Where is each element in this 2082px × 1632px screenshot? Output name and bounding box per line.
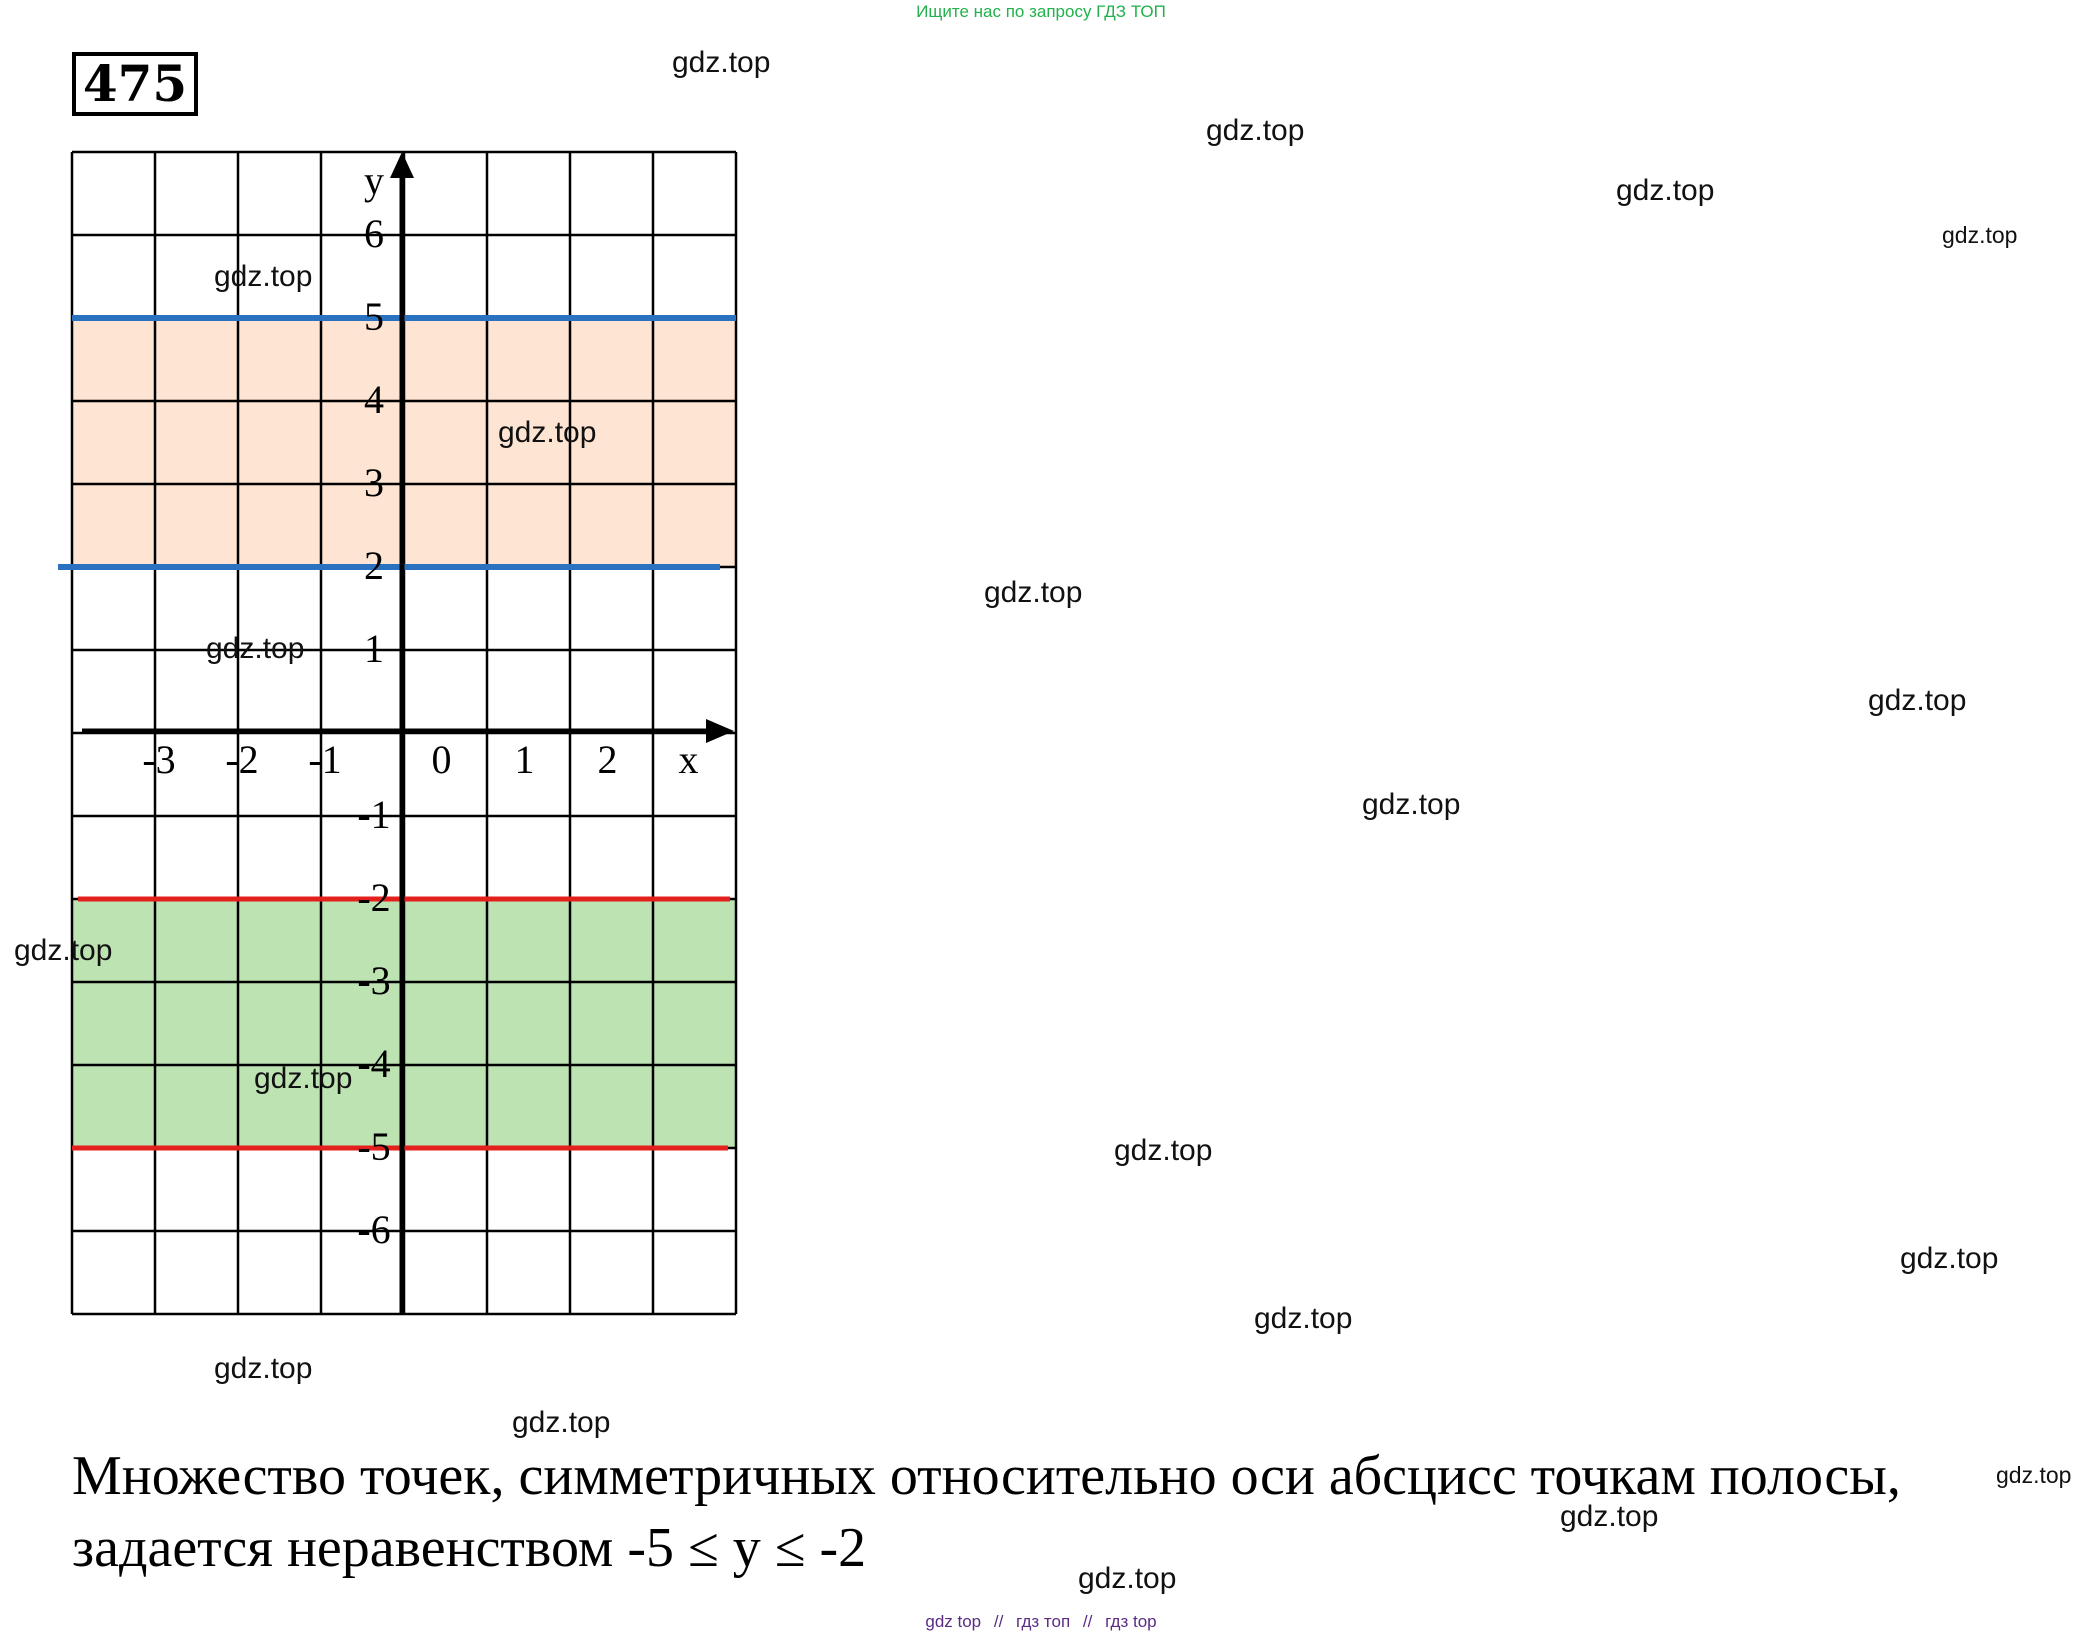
watermark: gdz.top xyxy=(1362,788,1461,821)
y-tick-label: -6 xyxy=(357,1207,391,1252)
footer-link-gdz-top-ru[interactable]: гдз топ xyxy=(1016,1612,1071,1631)
x-tick-label: 0 xyxy=(431,737,452,782)
y-tick-label: 4 xyxy=(364,377,384,422)
problem-number: 475 xyxy=(72,52,198,116)
y-tick-label: -5 xyxy=(357,1124,391,1169)
watermark: gdz.top xyxy=(1616,174,1715,207)
watermark: gdz.top xyxy=(1868,684,1967,717)
watermark: gdz.top xyxy=(254,1062,353,1095)
footer-link-gdz-top-mixed[interactable]: гдз top xyxy=(1105,1612,1157,1631)
x-tick-label: 2 xyxy=(597,737,618,782)
watermark: gdz.top xyxy=(672,46,771,79)
y-tick-label: -4 xyxy=(357,1041,391,1086)
answer-text xyxy=(72,1440,2012,1584)
x-tick-label: -2 xyxy=(225,737,259,782)
x-tick-label: -3 xyxy=(142,737,176,782)
y-tick-label: 6 xyxy=(364,211,384,256)
answer-line-1: Множество точек, симметричных относительно оси абсцисс точкам полосы, xyxy=(72,1445,1901,1507)
y-tick-label: 3 xyxy=(364,460,384,505)
footer-links xyxy=(0,1612,2082,1632)
watermark: gdz.top xyxy=(1942,222,2018,248)
watermark: gdz.top xyxy=(214,1352,313,1385)
y-tick-label: -2 xyxy=(357,875,391,920)
watermark: gdz.top xyxy=(1114,1134,1213,1167)
x-tick-label: -1 xyxy=(308,737,342,782)
watermark: gdz.top xyxy=(512,1406,611,1439)
y-tick-label: 1 xyxy=(364,626,384,671)
watermark: gdz.top xyxy=(1996,1462,2072,1488)
x-tick-label: 1 xyxy=(514,737,535,782)
watermark: gdz.top xyxy=(1078,1562,1177,1595)
x-axis-label: x xyxy=(678,737,699,782)
watermark: gdz.top xyxy=(14,934,113,967)
watermark: gdz.top xyxy=(214,260,313,293)
footer-link-gdz-top[interactable]: gdz top xyxy=(925,1612,982,1631)
y-axis-label: y xyxy=(364,158,384,203)
watermark: gdz.top xyxy=(1206,114,1305,147)
y-tick-label: 5 xyxy=(364,294,384,339)
top-banner-link[interactable]: Ищите нас по запросу ГДЗ ТОП xyxy=(916,2,1166,21)
watermark: gdz.top xyxy=(984,576,1083,609)
x-axis-arrow-icon xyxy=(706,719,734,743)
footer-separator: // xyxy=(993,1612,1004,1631)
watermark: gdz.top xyxy=(498,416,597,449)
watermark: gdz.top xyxy=(1254,1302,1353,1335)
watermark: gdz.top xyxy=(1560,1500,1659,1533)
answer-line-2: задается неравенством -5 ≤ y ≤ -2 xyxy=(72,1517,867,1579)
footer-separator: // xyxy=(1082,1612,1093,1631)
y-tick-label: 2 xyxy=(364,543,384,588)
y-axis-arrow-icon xyxy=(390,152,414,178)
y-tick-label: -3 xyxy=(357,958,391,1003)
watermark: gdz.top xyxy=(1900,1242,1999,1275)
watermark: gdz.top xyxy=(206,632,305,665)
y-tick-label: -1 xyxy=(357,792,391,837)
